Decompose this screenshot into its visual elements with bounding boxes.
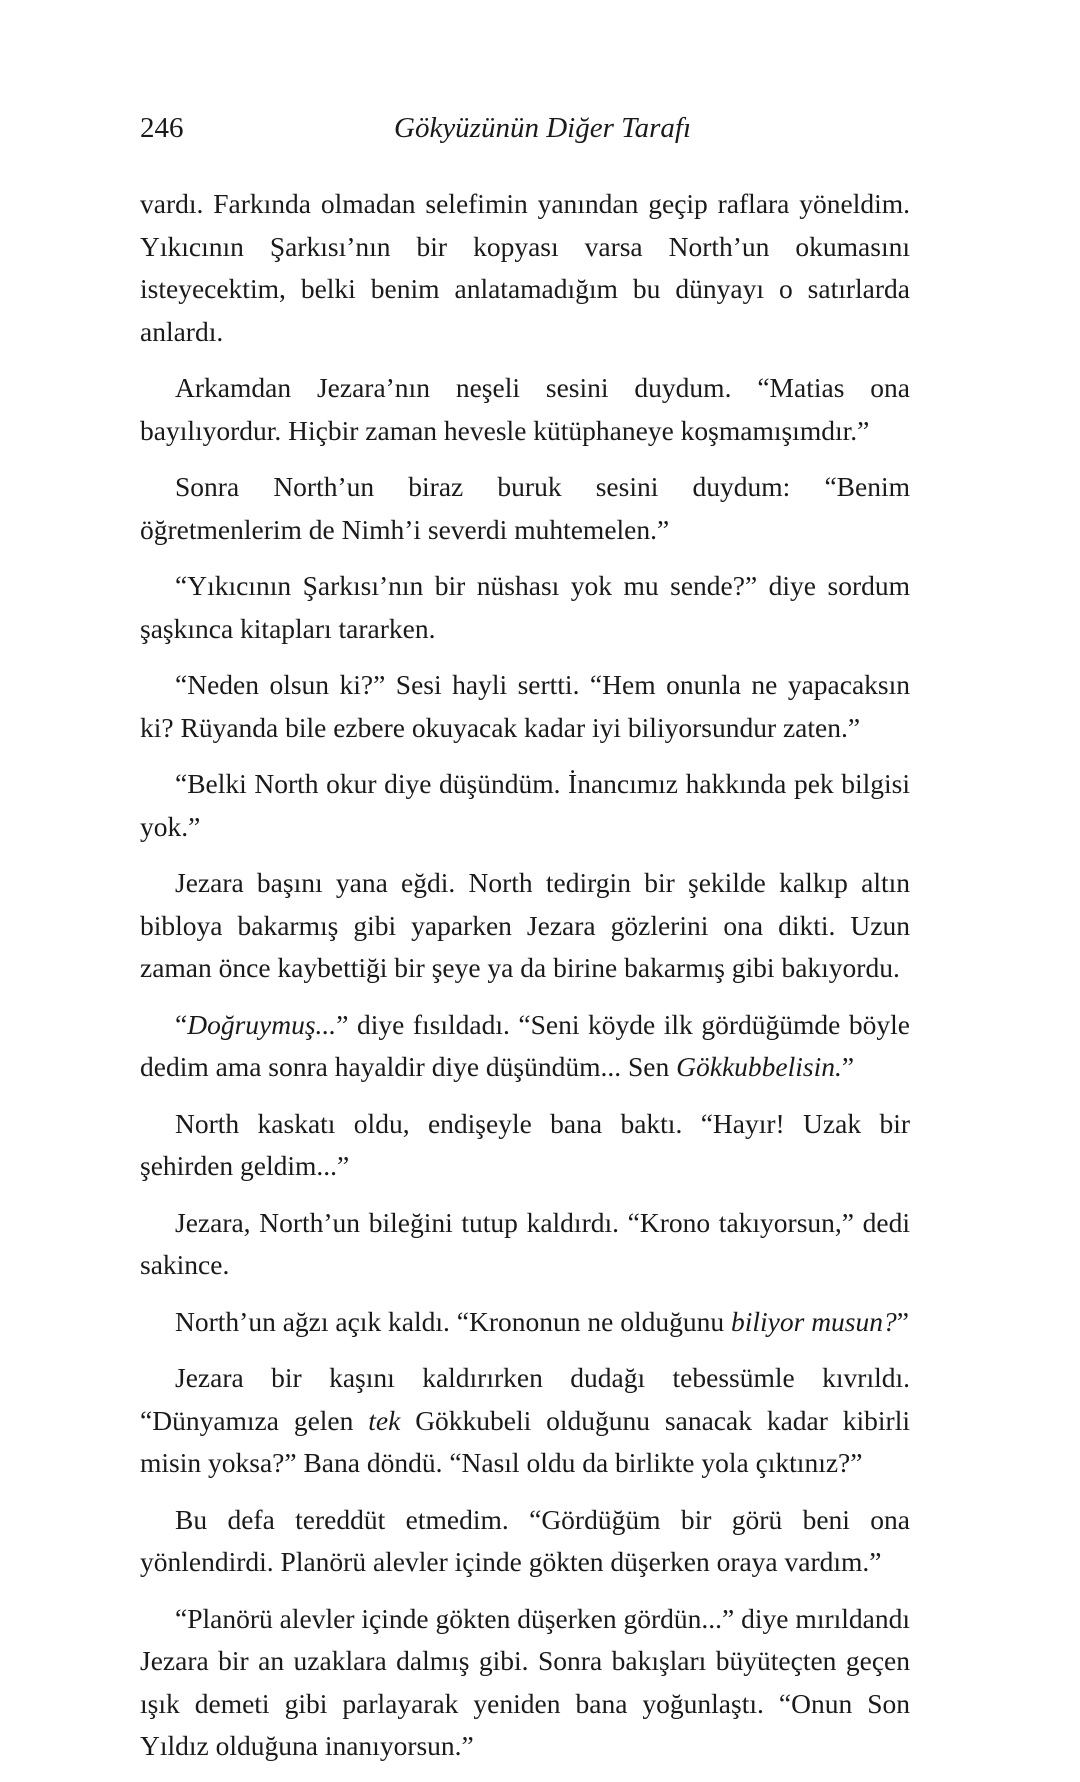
paragraph: North kaskatı oldu, endişeyle bana baktı. “Hayır! Uzak bir şehirden geldim...”	[140, 1107, 910, 1181]
paragraph: Jezara, North’un bileğini tutup kaldırdı. “Krono takıyorsun,” dedi sakince.	[140, 1206, 910, 1280]
paragraph: vardı. Farkında olmadan selefimin yanından geçip raflara yöneldim. Yıkıcının Şarkısı’nın bir kopyası varsa North’un okumasını isteyecektim, belki benim anlatamadığım bu dünyayı o satırlarda anlardı.	[140, 188, 910, 347]
paragraph: “Belki North okur diye düşündüm. İnancımız hakkında pek bilgisi yok.”	[140, 768, 910, 842]
paragraph: Bu defa tereddüt etmedim. “Gördüğüm bir görü beni ona yönlendirdi. Planörü alevler içinde gökten düşerken oraya vardım.”	[140, 1503, 910, 1577]
page-number: 246	[140, 112, 184, 144]
paragraph: Sonra North’un biraz buruk sesini duydum: “Benim öğretmenlerim de Nimh’i severdi muhtemelen.”	[140, 471, 910, 545]
paragraph: Jezara bir kaşını kaldırırken dudağı tebessümle kıvrıldı. “Dünyamıza gelen tek Gökkubeli olduğunu sanacak kadar kibirli misin yoksa?” Bana döndü. “Nasıl oldu da birlikte yola çıktınız?”	[140, 1362, 910, 1478]
paragraph: Jezara başını yana eğdi. North tedirgin bir şekilde kalkıp altın bibloya bakarmış gibi yaparken Jezara gözlerini ona dikti. Uzun zaman önce kaybettiği bir şeye ya da birine bakarmış gibi bakıyordu.	[140, 867, 910, 983]
paragraph: “Planörü alevler içinde gökten düşerken gördün...” diye mırıldandı Jezara bir an uzaklara dalmış gibi. Sonra bakışları büyüteçten geçen ışık demeti gibi parlayarak yeniden bana yoğunlaştı. “Onun Son Yıldız olduğuna inanıyorsun.”	[140, 1602, 910, 1761]
paragraph: “Doğruymuş...” diye fısıldadı. “Seni köyde ilk gördüğümde böyle dedim ama sonra hayaldir diye düşündüm... Sen Gökkubbelisin.”	[140, 1008, 910, 1082]
running-header	[140, 108, 910, 148]
body-text	[140, 183, 910, 1782]
paragraph: North’un ağzı açık kaldı. “Krononun ne olduğunu biliyor musun?”	[175, 1305, 909, 1337]
paragraph: “Yıkıcının Şarkısı’nın bir nüshası yok mu sende?” diye sordum şaşkınca kitapları tararken.	[140, 570, 910, 644]
paragraph: Arkamdan Jezara’nın neşeli sesini duydum. “Matias ona bayılıyordur. Hiçbir zaman hevesle kütüphaneye koşmamışımdır.”	[140, 372, 910, 446]
book-title: Gökyüzünün Diğer Tarafı	[394, 112, 691, 144]
paragraph: “Neden olsun ki?” Sesi hayli sertti. “Hem onunla ne yapacaksın ki? Rüyanda bile ezbere okuyacak kadar iyi biliyorsundur zaten.”	[140, 669, 910, 743]
